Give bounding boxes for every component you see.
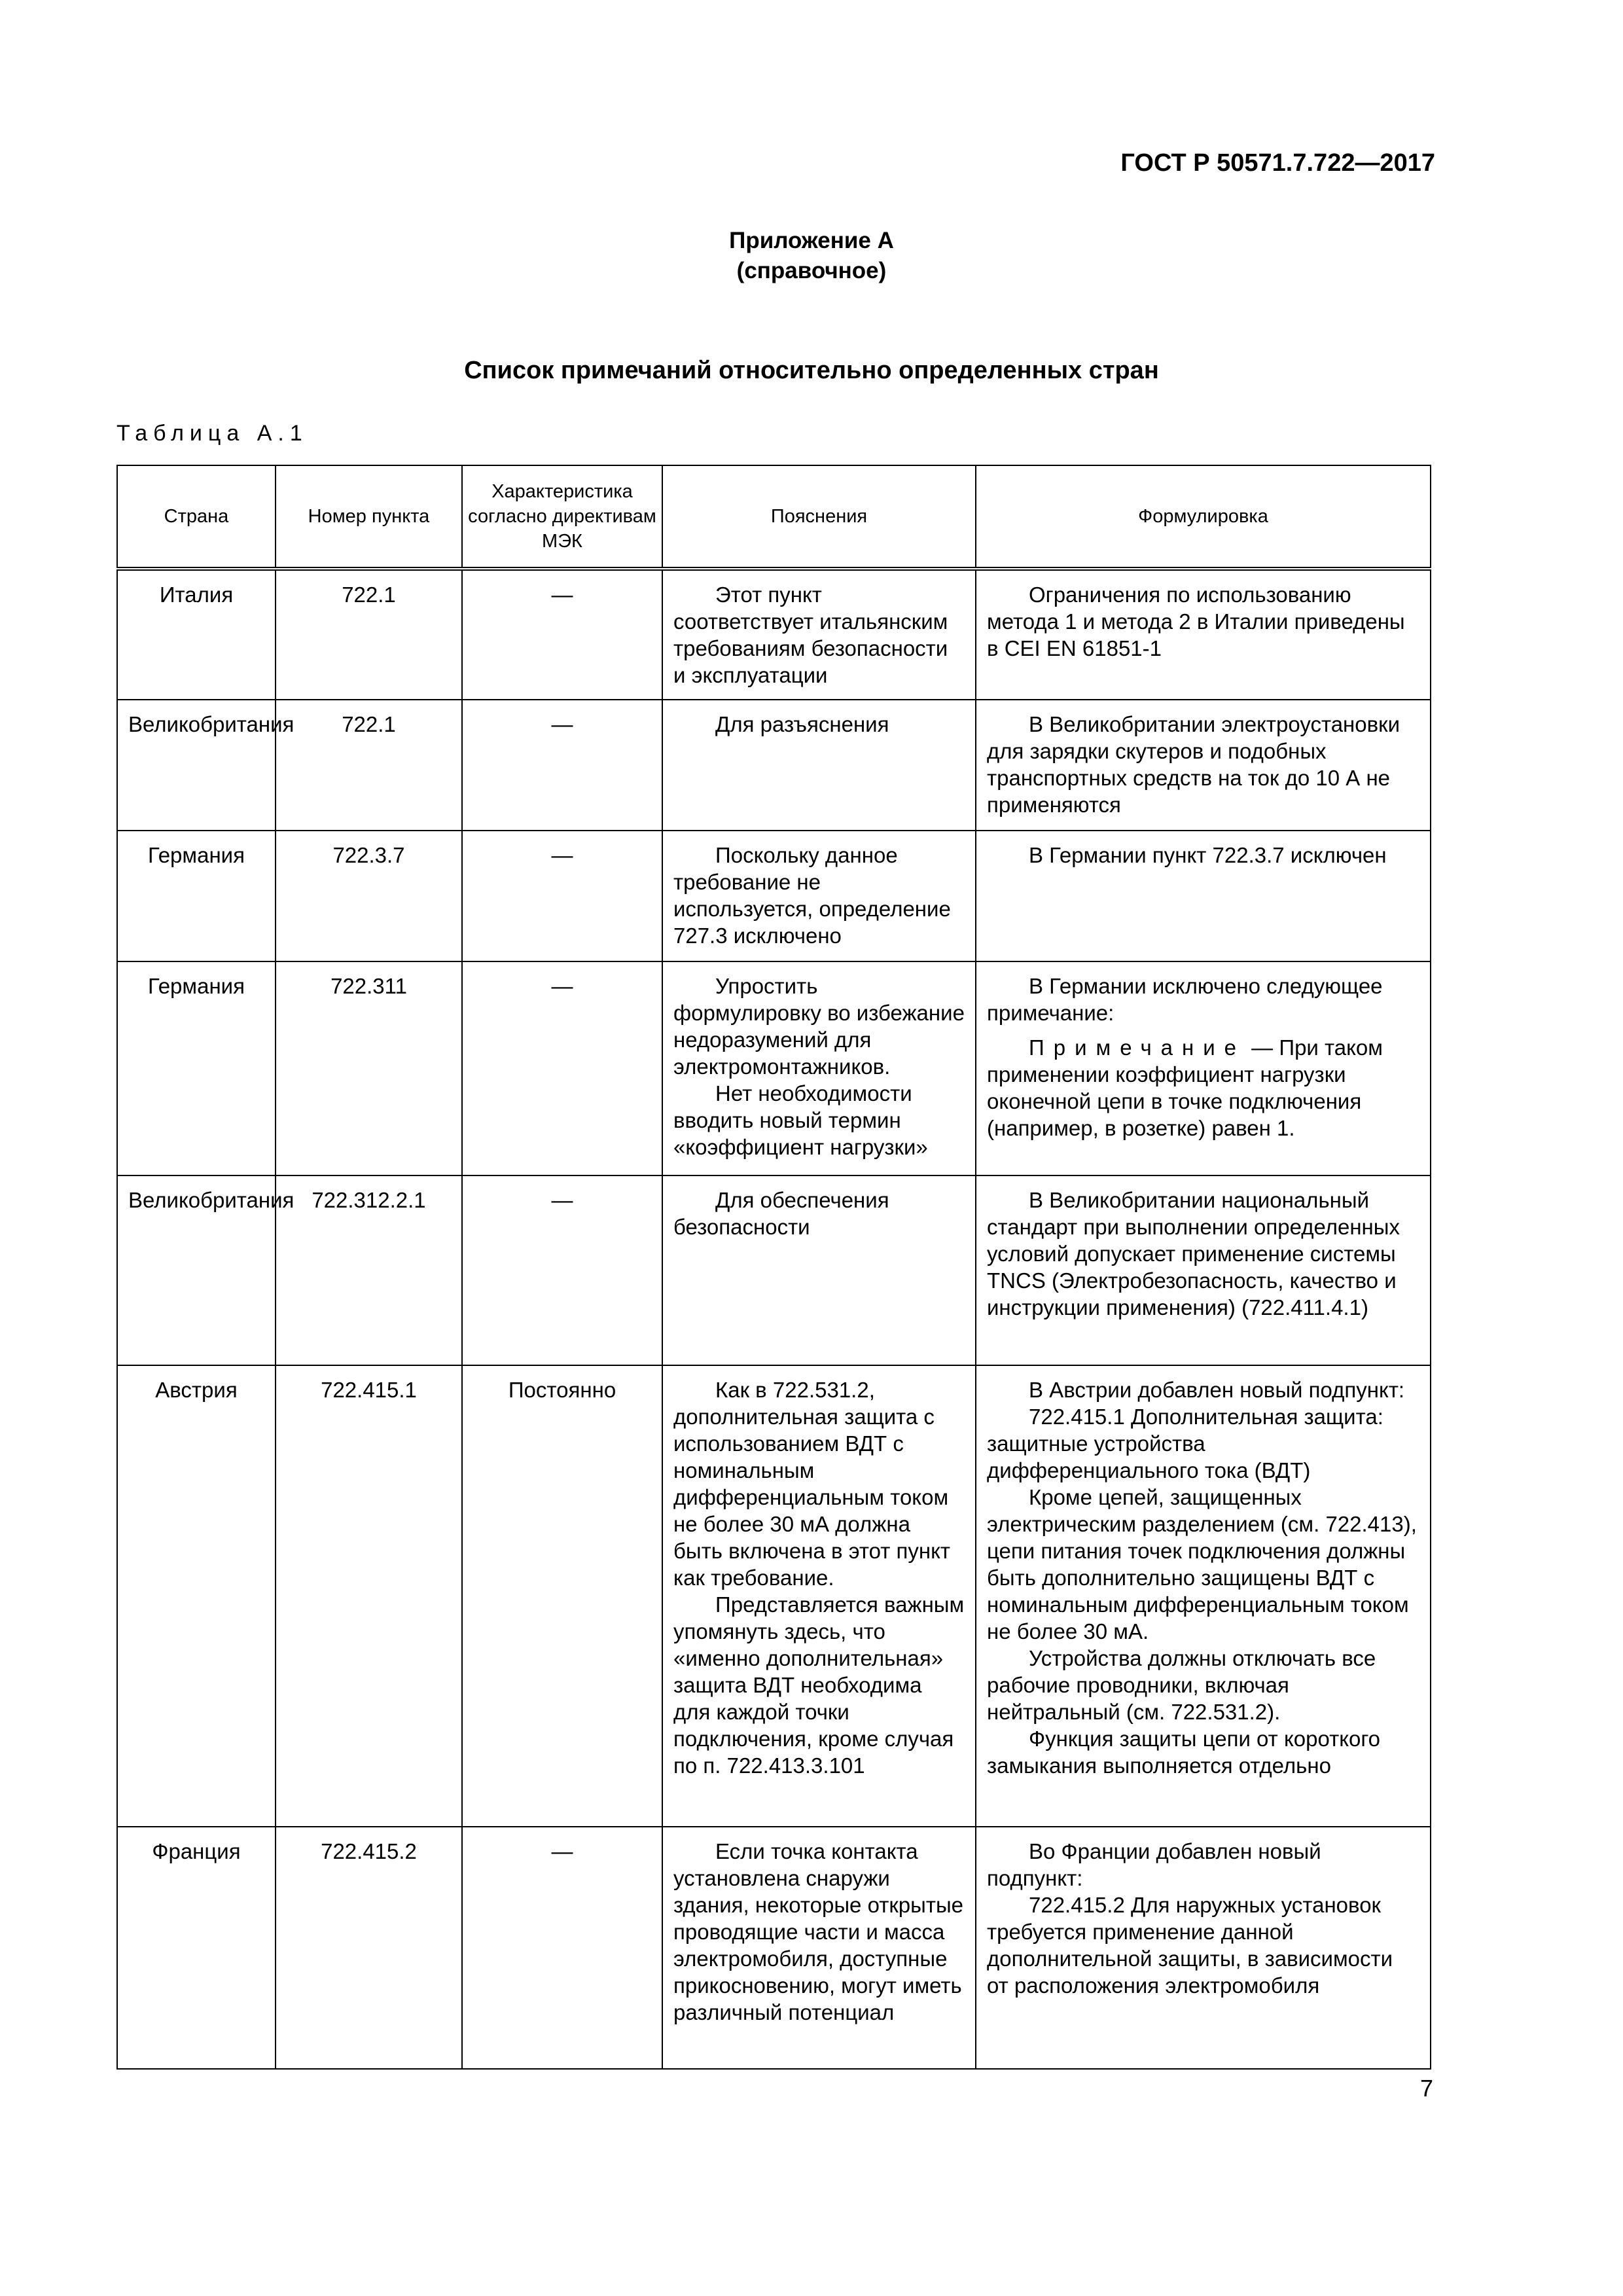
cell-country: Великобритания [117, 1175, 276, 1365]
table-row [117, 961, 1431, 1175]
cell-country: Великобритания [117, 700, 276, 831]
list-title: Список примечаний относительно определенных стран [464, 357, 1159, 384]
wording-paragraph: 722.415.1 Дополнительная защита: защитные устройства дифференциального тока (ВДТ) [987, 1405, 1383, 1482]
cell-wording [976, 569, 1431, 700]
cell-clause: 722.312.2.1 [276, 1175, 462, 1365]
header-wording: Формулировка [976, 465, 1431, 569]
wording-paragraph: Устройства должны отключать все рабочие проводники, включая нейтральный (см. 722.531.2). [987, 1646, 1376, 1724]
wording-paragraph: Ограничения по использованию метода 1 и метода 2 в Италии приведены в CEI EN 61851-1 [987, 583, 1405, 660]
wording-paragraph: В Великобритании электроустановки для зарядки скутеров и подобных транспортных средств на ток до 10 А не применяются [987, 712, 1400, 817]
header-clause: Номер пункта [276, 465, 462, 569]
table-row [117, 1827, 1431, 2069]
table-row [117, 831, 1431, 961]
cell-characteristic: — [462, 700, 662, 831]
wording-paragraph: 722.415.2 Для наружных установок требуется применение данной дополнительной защиты, в зависимости от расположения электромобиля [987, 1893, 1393, 1998]
table-label: Таблица А.1 [116, 421, 308, 446]
cell-wording [976, 961, 1431, 1175]
cell-wording [976, 700, 1431, 831]
explanation-paragraph: Для обеспечения безопасности [673, 1188, 889, 1239]
country-notes-table [116, 465, 1431, 2070]
table-row [117, 569, 1431, 700]
standard-code: ГОСТ Р 50571.7.722—2017 [1120, 149, 1435, 177]
wording-paragraph: В Германии пункт 722.3.7 исключен [1029, 843, 1387, 867]
wording-paragraph: Во Франции добавлен новый подпункт: [987, 1839, 1321, 1890]
cell-explanation [662, 700, 976, 831]
cell-characteristic: — [462, 961, 662, 1175]
header-explanation: Пояснения [662, 465, 976, 569]
cell-explanation [662, 1827, 976, 2069]
table-row [117, 1175, 1431, 1365]
explanation-paragraph: Как в 722.531.2, дополнительная защита с использованием ВДТ с номинальным дифференциальным током не более 30 мА должна быть включена в этот пункт как требование. [673, 1378, 950, 1590]
page-number: 7 [1419, 2075, 1433, 2102]
explanation-paragraph: Если точка контакта установлена снаружи здания, некоторые открытые проводящие части и масса электромобиля, доступные прикосновению, могут иметь различный потенциал [673, 1839, 964, 2024]
appendix-heading [0, 226, 1623, 286]
cell-clause: 722.415.1 [276, 1365, 462, 1827]
note-label: Примечание [1029, 1035, 1246, 1060]
header-country: Страна [117, 465, 276, 569]
cell-country: Германия [117, 961, 276, 1175]
table-header-row [117, 465, 1431, 569]
header-characteristic: Характеристика согласно директивам МЭК [462, 465, 662, 569]
wording-paragraph: В Великобритании национальный стандарт при выполнении определенных условий допускает применение системы TNCS (Электробезопасность, качество и инструкции применения) (722.411.4.1) [987, 1188, 1400, 1319]
cell-clause: 722.415.2 [276, 1827, 462, 2069]
note-text: — При таком применении коэффициент нагрузки оконечной цепи в точке подключения (например, в розетке) равен 1. [987, 1035, 1383, 1140]
cell-characteristic: — [462, 831, 662, 961]
cell-wording [976, 1365, 1431, 1827]
wording-paragraph: В Австрии добавлен новый подпункт: [1029, 1378, 1405, 1402]
explanation-paragraph: Упростить формулировку во избежание недоразумений для электромонтажников. [673, 974, 965, 1079]
cell-country: Франция [117, 1827, 276, 2069]
explanation-paragraph: Нет необходимости вводить новый термин «коэффициент нагрузки» [673, 1081, 928, 1159]
wording-paragraph: В Германии исключено следующее примечание: [987, 974, 1383, 1025]
cell-characteristic: — [462, 569, 662, 700]
cell-country: Австрия [117, 1365, 276, 1827]
cell-clause: 722.1 [276, 700, 462, 831]
cell-explanation [662, 569, 976, 700]
cell-clause: 722.311 [276, 961, 462, 1175]
cell-wording [976, 1827, 1431, 2069]
wording-note [987, 1034, 1419, 1141]
explanation-paragraph: Для разъяснения [715, 712, 889, 736]
cell-clause: 722.3.7 [276, 831, 462, 961]
explanation-paragraph: Этот пункт соответствует итальянским требованиям безопасности и эксплуатации [673, 583, 948, 687]
cell-clause: 722.1 [276, 569, 462, 700]
table-row [117, 700, 1431, 831]
cell-explanation [662, 831, 976, 961]
wording-paragraph: Функция защиты цепи от короткого замыкания выполняется отдельно [987, 1727, 1381, 1778]
cell-country: Италия [117, 569, 276, 700]
cell-explanation [662, 1175, 976, 1365]
cell-characteristic: Постоянно [462, 1365, 662, 1827]
explanation-paragraph: Поскольку данное требование не используется, определение 727.3 исключено [673, 843, 951, 948]
appendix-subtitle: (справочное) [736, 258, 887, 283]
cell-explanation [662, 1365, 976, 1827]
cell-explanation [662, 961, 976, 1175]
wording-paragraph: Кроме цепей, защищенных электрическим разделением (см. 722.413), цепи питания точек подключения должны быть дополнительно защищены ВДТ с номинальным дифференциальным током не более 30 мА. [987, 1485, 1417, 1643]
cell-country: Германия [117, 831, 276, 961]
table-row [117, 1365, 1431, 1827]
appendix-title: Приложение А [729, 228, 894, 253]
cell-characteristic: — [462, 1827, 662, 2069]
cell-characteristic: — [462, 1175, 662, 1365]
explanation-paragraph: Представляется важным упомянуть здесь, что «именно дополнительная» защита ВДТ необходима для каждой точки подключения, кроме случая по п. 722.413.3.101 [673, 1592, 965, 1778]
cell-wording [976, 831, 1431, 961]
cell-wording [976, 1175, 1431, 1365]
